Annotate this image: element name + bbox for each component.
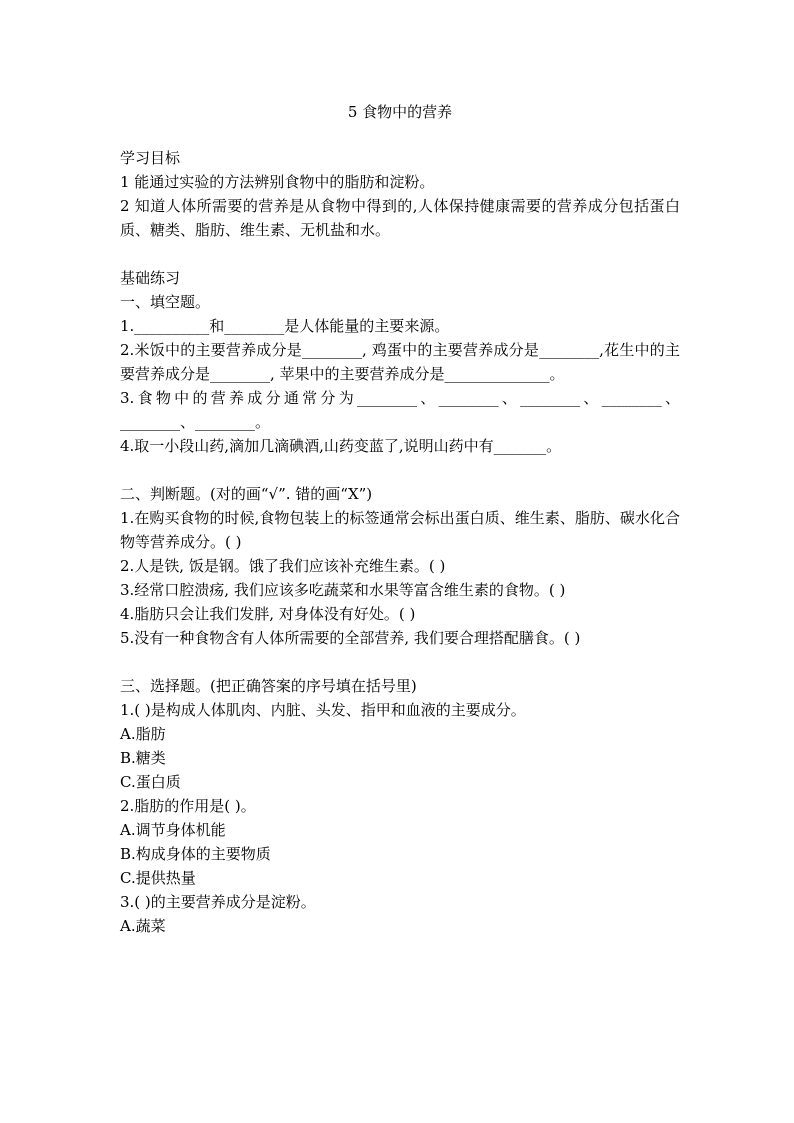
fill-blank-heading: 一、填空题。	[120, 293, 211, 311]
true-false-question-3: 3.经常口腔溃疡, 我们应该多吃蔬菜和水果等富含维生素的食物。( )	[120, 581, 566, 599]
true-false-question-5: 5.没有一种食物含有人体所需要的全部营养, 我们要合理搭配膳食。( )	[120, 629, 581, 647]
goal-item-2: 2 知道人体所需要的营养是从食物中得到的,人体保持健康需要的营养成分包括蛋白质、糖类、脂肪、维生素、无机盐和水。	[120, 197, 680, 239]
true-false-question-4: 4.脂肪只会让我们发胖, 对身体没有好处。( )	[120, 605, 416, 623]
true-false-question-1: 1.在购买食物的时候,食物包装上的标签通常会标出蛋白质、维生素、脂肪、碳水化合物等营养成分。( )	[120, 509, 680, 551]
choice-question-3: 3.( )的主要营养成分是淀粉。	[120, 893, 316, 911]
multiple-choice-heading: 三、选择题。(把正确答案的序号填在括号里)	[120, 677, 417, 695]
learning-goals-section	[120, 146, 680, 242]
goal-item-1: 1 能通过实验的方法辨别食物中的脂肪和淀粉。	[120, 173, 435, 191]
fill-question-1: 1.__________和________是人体能量的主要来源。	[120, 317, 450, 335]
choice-option: B.糖类	[120, 749, 166, 767]
choice-option: A.蔬菜	[120, 917, 166, 935]
choice-option: C.提供热量	[120, 869, 196, 887]
choice-question-2: 2.脂肪的作用是( )。	[120, 797, 256, 815]
section-heading-goals: 学习目标	[120, 149, 181, 167]
fill-question-4: 4.取一小段山药,滴加几滴碘酒,山药变蓝了,说明山药中有_______。	[120, 437, 562, 455]
choice-option: C.蛋白质	[120, 773, 181, 791]
choice-option: B.构成身体的主要物质	[120, 845, 271, 863]
basic-practice-section	[120, 266, 680, 938]
fill-question-2: 2.米饭中的主要营养成分是________, 鸡蛋中的主要营养成分是________,花生中的主要营养成分是________, 苹果中的主要营养成分是______________。	[120, 341, 680, 383]
choice-option: A.脂肪	[120, 725, 166, 743]
choice-question-1: 1.( )是构成人体肌肉、内脏、头发、指甲和血液的主要成分。	[120, 701, 526, 719]
section-heading-basic: 基础练习	[120, 269, 181, 287]
worksheet-page	[120, 100, 680, 938]
fill-question-3: 3.食物中的营养成分通常分为________、________、________、________、________、________。	[120, 389, 680, 431]
true-false-question-2: 2.人是铁, 饭是钢。饿了我们应该补充维生素。( )	[120, 557, 446, 575]
page-title: 5 食物中的营养	[347, 103, 453, 121]
true-false-heading: 二、判断题。(对的画“√”. 错的画“X”)	[120, 485, 373, 503]
choice-option: A.调节身体机能	[120, 821, 226, 839]
